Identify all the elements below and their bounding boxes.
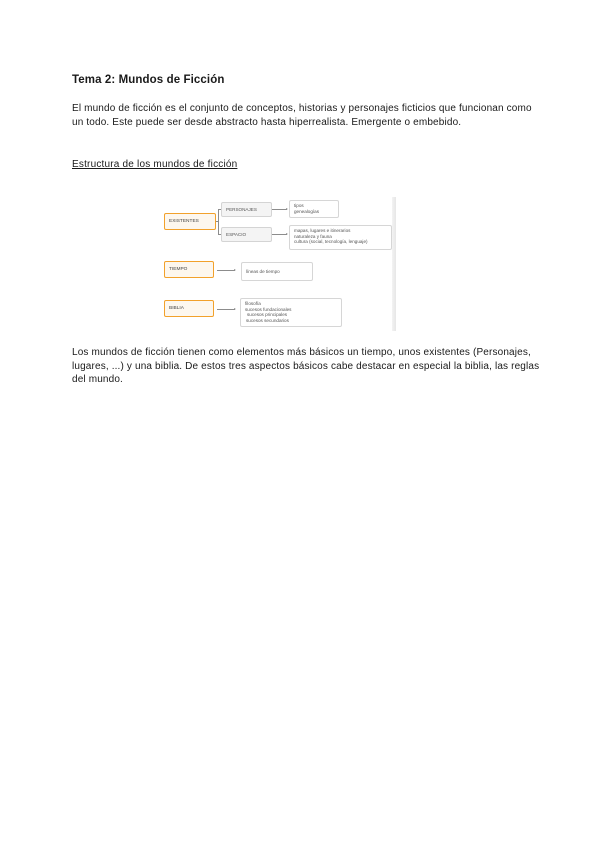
node-personajes: PERSONAJES (221, 202, 272, 217)
arrowhead-tiempo (234, 269, 236, 271)
arrow-line-espacio (272, 234, 287, 235)
node-existentes: EXISTENTES (164, 213, 216, 230)
arrow-line-personajes (272, 209, 287, 210)
structure-diagram (160, 197, 396, 331)
conclusion-paragraph: Los mundos de ficción tienen como elementos más básicos un tiempo, unos existentes (Personajes, lugares, ...) y una biblia. De estos tres aspectos básicos cabe destacar en especial la biblia, las reglas del mundo. (72, 347, 540, 385)
section-heading: Estructura de los mundos de ficción (72, 159, 238, 170)
leaf-biblia-item: sucesos secundarios (246, 317, 289, 323)
arrow-line-tiempo (217, 270, 235, 271)
leaf-biblia-item: sucesos fundacionales (245, 306, 292, 312)
leaf-personajes (289, 200, 339, 218)
leaf-personajes-item: genealogías (294, 208, 320, 214)
leaf-tiempo-item: líneas de tiempo (246, 268, 280, 274)
intro-paragraph: El mundo de ficción es el conjunto de conceptos, historias y personajes ficticios que funcionan como un todo. Este puede ser desde abstracto hasta hiperrealista. Emergente o embebido. (72, 103, 532, 128)
node-biblia: BIBLIA (164, 300, 214, 317)
leaf-biblia (240, 298, 342, 327)
leaf-tiempo (241, 262, 313, 281)
connector-existentes-bracket (218, 209, 219, 235)
leaf-biblia-item: sucesos principales (247, 312, 288, 318)
page-title: Tema 2: Mundos de Ficción (72, 74, 225, 86)
leaf-espacio (289, 225, 392, 250)
leaf-biblia-item: filosofía (245, 301, 261, 306)
node-espacio: ESPACIO (221, 227, 272, 242)
arrowhead-espacio (286, 233, 288, 235)
leaf-espacio-item: mapas, lugares e itinerarios (294, 228, 351, 233)
arrowhead-biblia (234, 308, 236, 310)
leaf-espacio-item: cultura (social, tecnología, lenguaje) (294, 239, 368, 245)
arrowhead-personajes (286, 208, 288, 210)
leaf-espacio-item: naturaleza y fauna (294, 233, 332, 239)
node-tiempo: TIEMPO (164, 261, 214, 278)
diagram-edge-shadow (392, 197, 396, 331)
leaf-personajes-item: tipos (294, 203, 304, 208)
arrow-line-biblia (217, 309, 235, 310)
